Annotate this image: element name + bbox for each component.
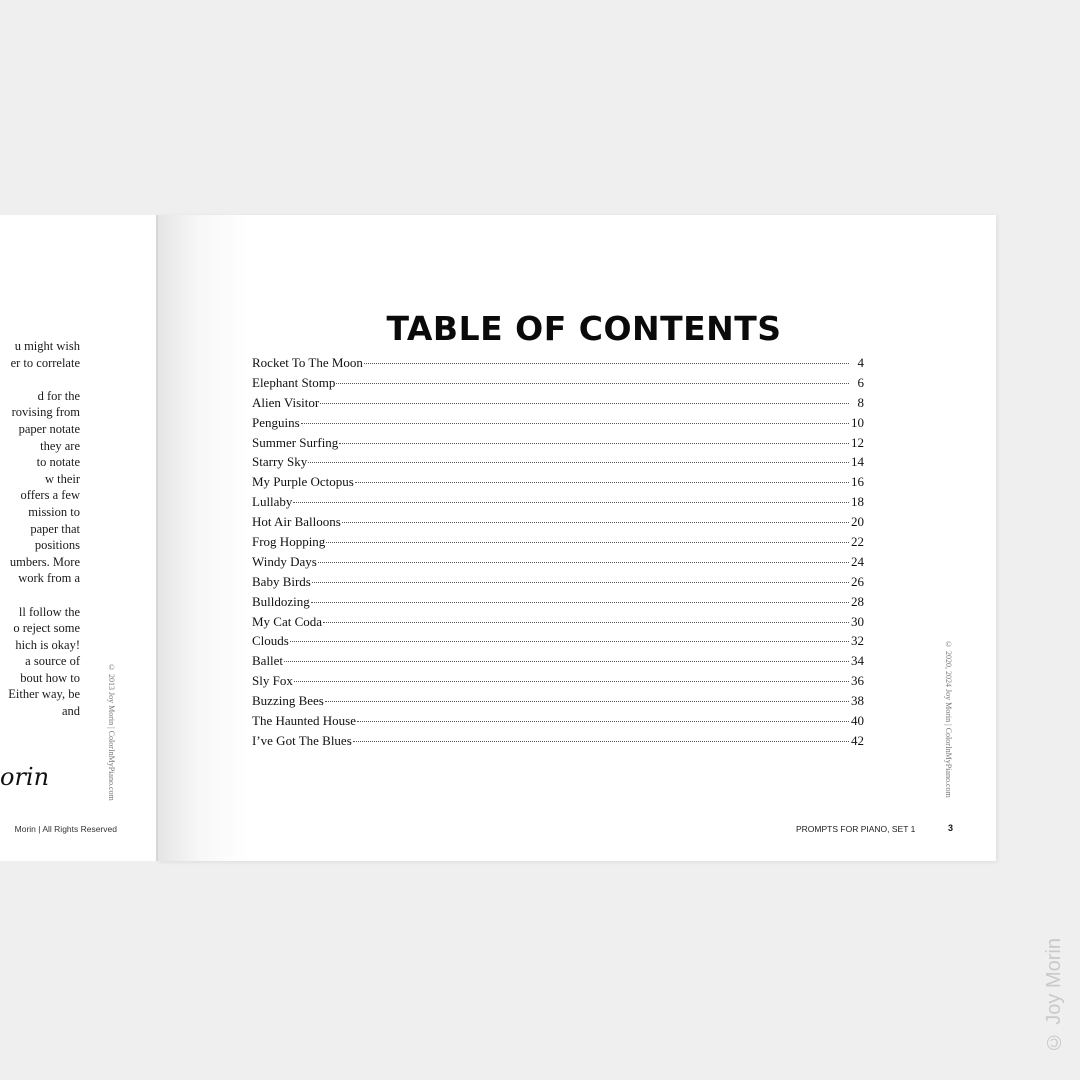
paragraph-gap bbox=[0, 371, 80, 388]
toc-dot-leader bbox=[320, 403, 849, 404]
toc-entry bbox=[252, 514, 864, 534]
toc-entry bbox=[252, 614, 864, 634]
toc-entry-page: 10 bbox=[851, 414, 864, 430]
toc-entry-page: 16 bbox=[851, 474, 864, 490]
toc-entry-title: My Purple Octopus bbox=[252, 474, 354, 490]
toc-entry bbox=[252, 534, 864, 554]
toc-dot-leader bbox=[290, 641, 849, 642]
toc-entry-page: 8 bbox=[857, 394, 864, 410]
toc-entry-page: 42 bbox=[851, 732, 864, 748]
toc-entry-page: 14 bbox=[851, 454, 864, 470]
left-text-line: umbers. More bbox=[9, 554, 80, 569]
toc-entry-page: 18 bbox=[851, 494, 864, 510]
toc-dot-leader bbox=[284, 661, 849, 662]
left-text-line: hich is okay! bbox=[15, 637, 80, 652]
toc-entry-title: Frog Hopping bbox=[252, 534, 326, 550]
toc-entry-title: Ballet bbox=[252, 653, 284, 669]
toc-list bbox=[252, 355, 864, 753]
toc-dot-leader bbox=[293, 502, 849, 503]
toc-entry bbox=[252, 733, 864, 753]
toc-entry bbox=[252, 395, 864, 415]
toc-entry bbox=[252, 713, 864, 733]
toc-entry-page: 36 bbox=[851, 673, 864, 689]
left-text-line: and bbox=[61, 704, 80, 719]
toc-entry-title: I’ve Got The Blues bbox=[252, 732, 352, 748]
left-page-copyright: © 2013 Joy Morin | ColorInMyPiano.com bbox=[107, 663, 116, 801]
left-text-line: rovising from bbox=[11, 405, 80, 420]
toc-dot-leader bbox=[326, 542, 849, 543]
toc-entry bbox=[252, 633, 864, 653]
left-text-line: to notate bbox=[36, 455, 80, 470]
toc-entry bbox=[252, 574, 864, 594]
toc-entry bbox=[252, 375, 864, 395]
toc-entry bbox=[252, 693, 864, 713]
author-signature: orin bbox=[0, 763, 50, 791]
toc-dot-leader bbox=[308, 462, 849, 463]
toc-dot-leader bbox=[323, 622, 849, 623]
left-text-line: ll follow the bbox=[18, 604, 80, 619]
footer-book-title: PROMPTS FOR PIANO, SET 1 bbox=[796, 824, 916, 834]
left-page bbox=[0, 215, 156, 861]
toc-dot-leader bbox=[325, 701, 849, 702]
toc-entry-title: Windy Days bbox=[252, 553, 317, 569]
toc-dot-leader bbox=[353, 741, 849, 742]
toc-entry-page: 30 bbox=[851, 613, 864, 629]
toc-entry-title: The Haunted House bbox=[252, 713, 356, 729]
toc-entry bbox=[252, 554, 864, 574]
toc-dot-leader bbox=[364, 363, 849, 364]
toc-title: TABLE OF CONTENTS bbox=[386, 309, 782, 348]
right-page-copyright: © 2020, 2024 Joy Morin | ColorInMyPiano.com bbox=[944, 640, 953, 798]
toc-entry-page: 32 bbox=[851, 633, 864, 649]
toc-entry-page: 12 bbox=[851, 434, 864, 450]
left-page-text bbox=[0, 338, 80, 720]
toc-entry-page: 38 bbox=[851, 693, 864, 709]
toc-entry-page: 6 bbox=[857, 374, 864, 390]
left-text-line: w their bbox=[44, 471, 80, 486]
toc-entry-title: Sly Fox bbox=[252, 673, 293, 689]
toc-entry bbox=[252, 594, 864, 614]
left-text-line: d for the bbox=[37, 388, 80, 403]
toc-entry-title: My Cat Coda bbox=[252, 613, 323, 629]
toc-entry-page: 22 bbox=[851, 534, 864, 550]
toc-entry-title: Summer Surfing bbox=[252, 434, 339, 450]
toc-entry bbox=[252, 673, 864, 693]
paragraph-gap bbox=[0, 587, 80, 604]
toc-dot-leader bbox=[339, 443, 849, 444]
gutter-shadow bbox=[158, 215, 248, 861]
left-text-line: a source of bbox=[25, 654, 80, 669]
toc-entry bbox=[252, 653, 864, 673]
left-page-footer: Morin | All Rights Reserved bbox=[14, 824, 117, 834]
left-text-line: bout how to bbox=[20, 670, 80, 685]
toc-entry bbox=[252, 474, 864, 494]
toc-entry-page: 20 bbox=[851, 514, 864, 530]
toc-entry-title: Bulldozing bbox=[252, 593, 310, 609]
toc-entry-page: 24 bbox=[851, 553, 864, 569]
toc-dot-leader bbox=[342, 522, 849, 523]
left-text-line: mission to bbox=[28, 504, 80, 519]
toc-dot-leader bbox=[301, 423, 849, 424]
toc-entry-title: Starry Sky bbox=[252, 454, 308, 470]
toc-entry bbox=[252, 435, 864, 455]
left-text-line: paper that bbox=[30, 521, 80, 536]
left-text-line: work from a bbox=[18, 571, 80, 586]
toc-dot-leader bbox=[312, 582, 849, 583]
right-page bbox=[158, 215, 996, 861]
toc-entry-page: 34 bbox=[851, 653, 864, 669]
toc-dot-leader bbox=[294, 681, 849, 682]
watermark: © Joy Morin bbox=[1043, 938, 1065, 1053]
toc-entry-title: Baby Birds bbox=[252, 573, 311, 589]
toc-entry-title: Clouds bbox=[252, 633, 289, 649]
left-text-line: they are bbox=[40, 438, 80, 453]
toc-dot-leader bbox=[318, 562, 849, 563]
left-text-line: Either way, be bbox=[8, 687, 80, 702]
toc-dot-leader bbox=[311, 602, 849, 603]
toc-entry-title: Elephant Stomp bbox=[252, 374, 336, 390]
toc-entry-page: 28 bbox=[851, 593, 864, 609]
toc-entry bbox=[252, 494, 864, 514]
toc-dot-leader bbox=[336, 383, 849, 384]
left-text-line: u might wish bbox=[14, 339, 80, 353]
left-text-line: o reject some bbox=[13, 621, 80, 636]
toc-entry-title: Buzzing Bees bbox=[252, 693, 324, 709]
toc-dot-leader bbox=[355, 482, 849, 483]
toc-entry-page: 4 bbox=[857, 355, 864, 370]
toc-entry-title: Alien Visitor bbox=[252, 394, 320, 410]
toc-entry-title: Hot Air Balloons bbox=[252, 514, 341, 530]
toc-entry-title: Lullaby bbox=[252, 494, 293, 510]
toc-entry-page: 26 bbox=[851, 573, 864, 589]
toc-dot-leader bbox=[357, 721, 849, 722]
toc-entry bbox=[252, 355, 864, 375]
left-text-line: positions bbox=[34, 538, 80, 553]
toc-entry-title: Penguins bbox=[252, 414, 300, 430]
footer-page-number: 3 bbox=[948, 823, 954, 833]
toc-entry-page: 40 bbox=[851, 713, 864, 729]
toc-entry-title: Rocket To The Moon bbox=[252, 355, 363, 370]
toc-entry bbox=[252, 454, 864, 474]
left-text-line: offers a few bbox=[20, 488, 80, 503]
left-text-line: paper notate bbox=[18, 421, 80, 436]
left-text-line: er to correlate bbox=[10, 355, 80, 370]
toc-entry bbox=[252, 415, 864, 435]
